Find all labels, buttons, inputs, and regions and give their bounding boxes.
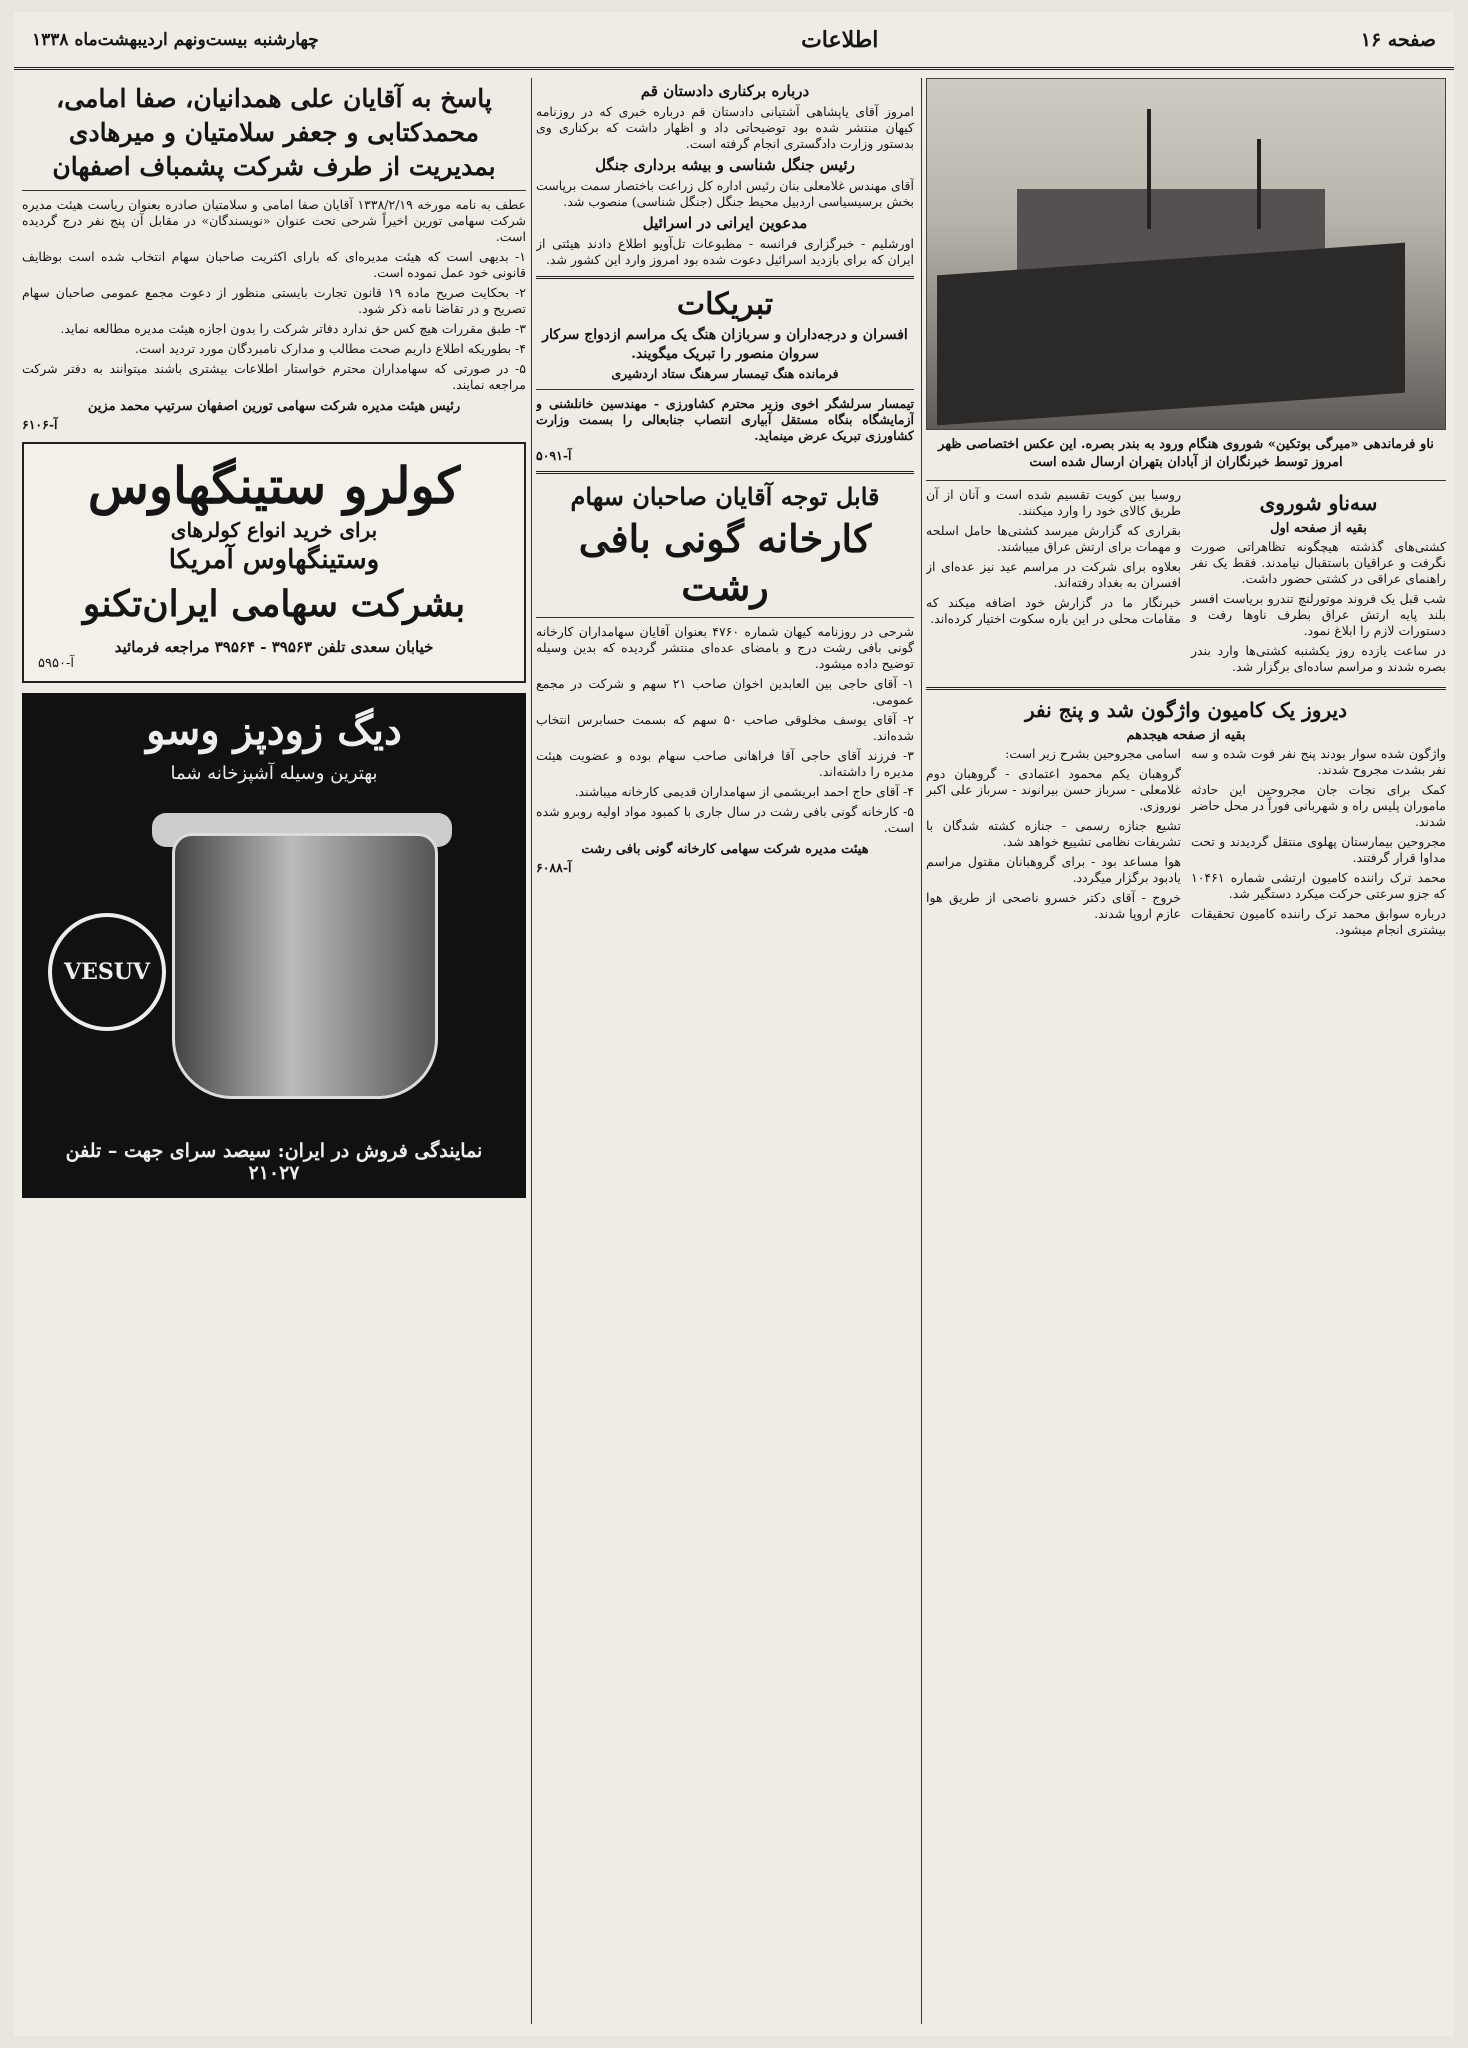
ad-footer: نمایندگی فروش در ایران: سیصد سرای جهت – تلفن ۲۱۰۲۷ [65, 1140, 483, 1184]
congrats-text: افسران و درجه‌داران و سربازان هنگ یک مراسم ازدواج سرکار سروان منصور را تبریک میگویند. [542, 327, 908, 362]
story-paragraph: واژگون شده سوار بودند پنج نفر فوت شده و سه نفر بشدت مجروح شدند. [1191, 746, 1446, 777]
story-paragraph: بقراری که گزارش میرسد کشتی‌ها حامل اسلحه و مهمات برای ارتش عراق میباشند. [926, 523, 1181, 554]
ship-mast [1257, 139, 1261, 229]
notice-paragraph: ۵- کارخانه گونی بافی رشت در سال جاری با کمبود مواد اولیه روبرو شده است. [536, 804, 914, 835]
news-headline: درباره برکناری دادستان قم [640, 82, 810, 100]
westinghouse-ad [22, 442, 526, 683]
truck-accident-story-cont [926, 746, 1181, 942]
story-paragraph: اسامی مجروحین بشرح زیر است: [1005, 746, 1181, 761]
story-paragraph: محمد ترک راننده کامیون ارتشی شماره ۱۰۴۶۱ که جزو سرعتی حرکت میکرد دستگیر شد. [1191, 870, 1446, 901]
story-paragraph: درباره سوابق محمد ترک راننده کامیون تحقیقات بیشتری انجام میشود. [1191, 906, 1446, 937]
story-paragraph: خروج - آقای دکتر خسرو ناصحی از طریق هوا عازم اروپا شدند. [926, 890, 1181, 921]
ad-line: وستینگهاوس آمریکا [168, 545, 380, 575]
news-paragraph: امروز آقای یاپشاهی آشتیانی دادستان قم درباره خبری که در روزنامه کیهان منتشر شده بود توضیحاتی داد و اظهار داشت که برکناری وی بدستور وزارت دادگستری انجام گرفته است. [536, 104, 914, 151]
paper-name: اطلاعات [801, 26, 879, 53]
ship-hull [937, 243, 1405, 426]
news-headline: مدعوین ایرانی در اسرائیل [642, 214, 808, 232]
response-headline: پاسخ به آقایان علی همدانیان، صفا امامی، محمدکتابی و جعفر سلامتیان و میرهادی بمدیریت از طرف شرکت پشمباف اصفهان [52, 84, 496, 181]
story-headline: دیروز یک کامیون واژگون شد و پنج نفر [1025, 698, 1347, 722]
story-paragraph: تشیع جنازه رسمی - جنازه کشته شدگان با تشریفات نظامی تشییع خواهد شد. [926, 818, 1181, 849]
notice-paragraph: ۳- فرزند آقای حاجی آقا فراهانی صاحب سهام بوده و عضویت هیئت مدیره را داشته‌اند. [536, 748, 914, 779]
vesuv-logo: VESUV [48, 913, 166, 1031]
ad-code: آ-۵۹۵۰ [38, 656, 74, 671]
news-paragraph: اورشلیم - خبرگزاری فرانسه - مطبوعات تل‌آویو اطلاع دادند هیئتی از ایران که برای بازدید اسرائیل دعوت شده بود امروز وارد این کشور شد. [536, 236, 914, 267]
response-signature: رئیس هیئت مدیره شرکت سهامی تورین اصفهان سرتیپ محمد مزین [87, 399, 461, 414]
ad-code: آ-۶۰۸۸ [536, 860, 572, 875]
story-paragraph: کمک برای نجات جان مجروحین این حادثه ماموران پلیس راه و شهربانی فوراً در محل حاضر شدند. [1191, 782, 1446, 829]
congrats-signature: فرمانده هنگ تیمسار سرهنگ ستاد اردشیری [611, 366, 839, 381]
response-paragraph: ۲- بحکایت صریح ماده ۱۹ قانون تجارت بایستی منظور از دعوت مجمع عمومی صاحبان سهام تصریح و در تقاضا نامه ذکر شود. [22, 285, 526, 316]
ad-code: آ-۵۰۹۱ [536, 448, 572, 463]
column-divider [531, 78, 532, 2024]
ad-line: برای خرید انواع کولرهای [170, 518, 378, 542]
story-paragraph: در ساعت یازده روز یکشنبه کشتی‌ها وارد بندر بصره شدند و مراسم ساده‌ای برگزار شد. [1191, 643, 1446, 674]
notice-company: کارخانه گونی بافی رشت [578, 516, 872, 609]
ship-photo [926, 78, 1446, 430]
ad-title: دیگ زودپز وسو [146, 707, 402, 754]
column-left [22, 78, 526, 1198]
ad-company: بشرکت سهامی ایران‌تکنو [82, 583, 466, 625]
story-paragraph: گروهبان یکم محمود اعتمادی - گروهبان دوم غلامعلی - سرباز حسن بیرانوند - سرباز علی اکبر نوروزی. [926, 766, 1181, 813]
ad-address: خیابان سعدی تلفن ۳۹۵۶۳ - ۳۹۵۶۴ مراجعه فرمائید [114, 638, 434, 656]
photo-caption: ناو فرماندهی «میرگی بوتکین» شوروی هنگام ورود به بندر بصره. این عکس اختصاصی ظهر امروز توسط خبرنگاران از آبادان بتهران ارسال شده است [938, 437, 1434, 470]
story-paragraph: هوا مساعد بود - برای گروهبانان مقتول مراسم یادبود برگزار میگردد. [926, 854, 1181, 885]
response-paragraph: عطف به نامه مورخه ۱۳۳۸/۲/۱۹ آقایان صفا امامی و سلامتیان صادره بعنوان ریاست هیئت مدیره شرکت سهامی تورین اخیراً شرحی تحت عنوان «نویسندگان» در مقابل آن پنج نفر درج گردیده است. [22, 197, 526, 244]
column-divider [921, 78, 922, 2024]
notice-headline: قابل توجه آقایان صاحبان سهام [570, 482, 880, 511]
newspaper-page [14, 12, 1454, 2036]
response-paragraph: ۵- در صورتی که سهامداران محترم خواستار اطلاعات بیشتری باشند میتوانند به دفتر شرکت مراجعه نمایند. [22, 361, 526, 392]
column-middle [536, 78, 914, 881]
notice-paragraph: ۲- آقای یوسف مخلوقی صاحب ۵۰ سهم که بسمت حسابرس انتخاب شده‌اند. [536, 712, 914, 743]
notice-signature: هیئت مدیره شرکت سهامی کارخانه گونی بافی رشت [581, 842, 869, 857]
masthead [14, 12, 1454, 70]
response-paragraph: ۳- طبق مقررات هیچ کس حق ندارد دفاتر شرکت را بدون اجازه هیئت مدیره مطالعه نماید. [60, 321, 526, 336]
ad-brand: کولرو ستینگهاوس [87, 456, 461, 515]
notice-paragraph: شرحی در روزنامه کیهان شماره ۴۷۶۰ بعنوان آقایان سهامداران کارخانه گونی بافی رشت درج و بامضای عده‌ای منتشر گردیده که بدین وسیله توضیح داده میشود. [536, 624, 914, 671]
news-paragraph: آقای مهندس غلامعلی بنان رئیس اداره کل زراعت باختصار سمت برپاست بخش برسیسیاسی اردبیل محیط جنگل (جنگل شناسی) منصوب شد. [536, 178, 914, 209]
soviet-ships-story [1191, 487, 1446, 679]
column-right [926, 78, 1446, 942]
vesuv-ad [22, 693, 526, 1198]
story-continued-note: بقیه از صفحه هیجدهم [1126, 728, 1246, 743]
ad-subtitle: بهترین وسیله آشپزخانه شما [170, 763, 378, 784]
news-headline: رئیس جنگل شناسی و بیشه برداری جنگل [595, 156, 855, 174]
story-paragraph: شب قبل یک فروند موتورلنچ تندرو بریاست افسر بلند پایه ارتش عراق بطرف ناوها رفت و دستورات لازم را ابلاغ نمود. [1191, 591, 1446, 638]
story-headline: سه‌ناو شوروی [1259, 491, 1378, 515]
story-paragraph: کشتی‌های گذشته هیچگونه تظاهراتی صورت نگرفت و عراقیان باستقبال نیامدند. فقط یک نفر راهنمای عراقی در کشتی حضور داشت. [1191, 539, 1446, 586]
response-paragraph: ۱- بدیهی است که هیئت مدیره‌ای که بارای اکثریت صاحبان سهام انتخاب شده است بوظایف قانونی خود عمل نموده است. [22, 249, 526, 280]
ship-mast [1147, 109, 1151, 229]
congrats-paragraph: تیمسار سرلشگر اخوی وزیر محترم کشاورزی - مهندسین خانلشنی و آزمایشگاه بنگاه مستقل آبیاری انتصاب جنابعالی را بسمت وزارت کشاورزی تبریک عرض مینماید. [536, 396, 914, 443]
issue-date: چهارشنبه بیست‌ونهم اردیبهشت‌ماه ۱۳۳۸ [32, 29, 319, 50]
congrats-headline: تبریکات [676, 287, 774, 322]
truck-accident-story [1191, 746, 1446, 942]
soviet-ships-story-cont [926, 487, 1181, 679]
notice-paragraph: ۴- آقای حاج احمد ابریشمی از سهامداران قدیمی کارخانه میباشند. [574, 784, 914, 799]
story-paragraph: روسیا بین کویت تقسیم شده است و آنان از آن طریق کالای خود را وارد میکنند. [926, 487, 1181, 518]
page-number: صفحه ۱۶ [1360, 28, 1436, 51]
story-paragraph: خبرنگار ما در گزارش خود اضافه میکند که مقامات محلی در این باره سکوت اختیار کرده‌اند. [926, 595, 1181, 626]
story-paragraph: بعلاوه برای شرکت در مراسم عید نیز عده‌ای از افسران به بغداد رفته‌اند. [926, 559, 1181, 590]
story-continued-note: بقیه از صفحه اول [1270, 521, 1367, 536]
notice-paragraph: ۱- آقای حاجی بین العابدین اخوان صاحب ۲۱ سهم و شرکت در مجمع عمومی. [536, 676, 914, 707]
response-paragraph: ۴- بطوریکه اطلاع داریم صحت مطالب و مدارک نامبردگان مورد تردید است. [134, 341, 526, 356]
story-paragraph: مجروحین بیمارستان پهلوی منتقل گردیدند و تحت مداوا قرار گرفتند. [1191, 834, 1446, 865]
pressure-cooker-image [172, 833, 438, 1099]
ad-code: آ-۶۱۰۶ [22, 417, 58, 432]
